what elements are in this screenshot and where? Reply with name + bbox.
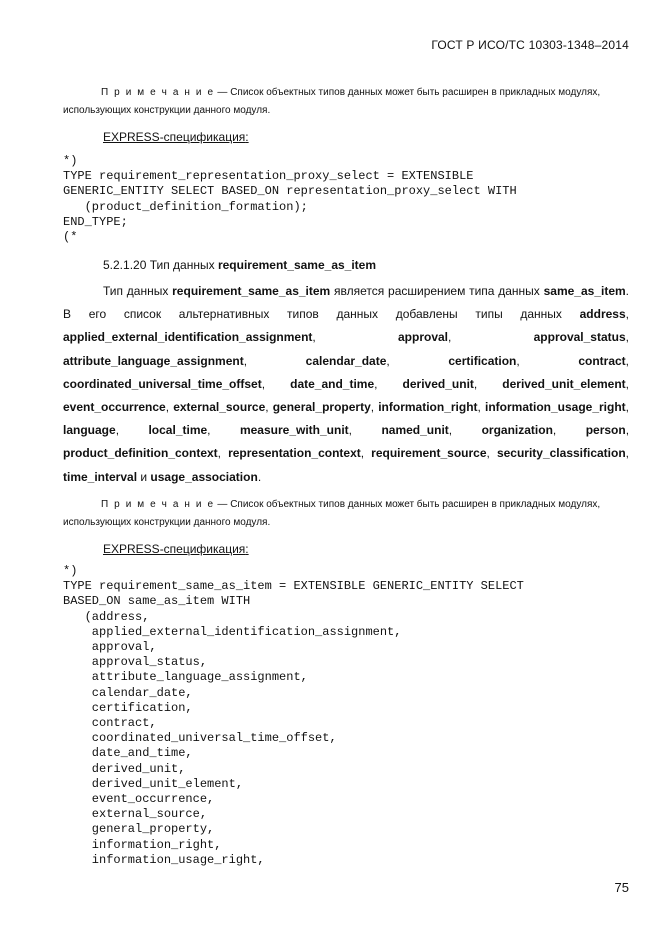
para-item: information_right: [378, 400, 478, 415]
page-number: 75: [614, 880, 629, 895]
para-item: derived_unit_element: [502, 376, 626, 391]
para-item: approval: [398, 330, 449, 345]
section-title-prefix: Тип данных: [146, 258, 218, 272]
note-1-label: П р и м е ч а н и е: [101, 87, 215, 98]
para-item: external_source: [173, 400, 266, 415]
description-paragraph: [63, 280, 629, 489]
para-conj: и: [137, 469, 151, 484]
para-item: approval_status: [533, 330, 626, 345]
express-spec-1-colon: :: [245, 130, 249, 144]
para-item: coordinated_universal_time_offset: [63, 376, 262, 391]
note-1-dash: —: [214, 87, 231, 98]
para-text-3: . В его список альтернативных типов данных добавлены типы данных: [63, 284, 630, 322]
para-item: contract: [578, 353, 626, 368]
section-title-name: requirement_same_as_item: [217, 258, 377, 272]
code-block-1: *) TYPE requirement_representation_proxy_select = EXTENSIBLE GENERIC_ENTITY SELECT BASED_ON representation_proxy_select WITH (product_definition_formation); END_TYPE; (*: [63, 154, 517, 245]
para-item: time_interval: [63, 469, 138, 484]
para-item-list: address, applied_external_identification_assignment, approval, approval_status, attribute_language_assignment, calendar_date, certification, contract, coordinated_universal_time_offset, date_and_time, derived_unit, derived_unit_element, event_occurrence, external_source, general_property, information_right, information_usage_right, language, local_time, measure_with_unit, named_unit, organization, person, product_definition_context, representation_context, requirement_source, security_classification, time_interval: [63, 307, 630, 484]
para-text-2: является расширением типа данных: [330, 284, 544, 298]
section-number: 5.2.1.20: [103, 258, 147, 272]
note-1-text: Список объектных типов данных может быть расширен в прикладных модулях, использующих конструкции данного модуля.: [63, 87, 601, 116]
para-base-type: same_as_item: [543, 284, 626, 298]
para-item: security_classification: [496, 446, 626, 461]
express-spec-label-2: [103, 542, 249, 556]
para-item: date_and_time: [290, 376, 375, 391]
document-header: ГОСТ Р ИСО/ТС 10303-1348–2014: [431, 38, 629, 52]
para-last-item: usage_association: [150, 469, 258, 484]
para-item: information_usage_right: [484, 400, 626, 415]
para-type-name: requirement_same_as_item: [172, 284, 331, 298]
note-2-text: Список объектных типов данных может быть расширен в прикладных модулях, использующих конструкции данного модуля.: [63, 499, 601, 528]
para-end: .: [257, 469, 262, 484]
note-2: [63, 496, 629, 532]
para-item: organization: [481, 423, 553, 438]
para-item: language: [63, 423, 116, 438]
express-spec-2-text: EXPRESS-спецификация: [103, 542, 246, 556]
express-spec-label-1: [103, 130, 249, 144]
para-item: product_definition_context: [63, 446, 218, 461]
para-item: attribute_language_assignment: [63, 353, 244, 368]
para-item: derived_unit: [402, 376, 474, 391]
note-2-dash: —: [214, 499, 231, 510]
para-item: requirement_source: [371, 446, 487, 461]
para-item: representation_context: [228, 446, 361, 461]
para-item: local_time: [148, 423, 208, 438]
para-item: named_unit: [381, 423, 449, 438]
section-heading: [103, 258, 376, 272]
para-item: applied_external_identification_assignment: [63, 330, 313, 345]
para-item: certification: [448, 353, 517, 368]
para-item: general_property: [272, 400, 371, 415]
note-1: [63, 84, 629, 120]
para-item: measure_with_unit: [239, 423, 349, 438]
express-spec-1-text: EXPRESS-спецификация: [103, 130, 246, 144]
express-spec-2-colon: :: [245, 542, 249, 556]
note-2-label: П р и м е ч а н и е: [101, 499, 215, 510]
para-item: event_occurrence: [63, 400, 166, 415]
para-item: address: [579, 307, 626, 322]
para-item: calendar_date: [305, 353, 387, 368]
para-text-1: Тип данных: [103, 284, 173, 298]
code-block-2: *) TYPE requirement_same_as_item = EXTENSIBLE GENERIC_ENTITY SELECT BASED_ON same_as_item WITH (address, applied_external_identification_assignment, approval, approval_status, attribute_language_assignment, calendar_date, certification, contract, coordinated_universal_time_offset, date_and_time, derived_unit, derived_unit_element, event_occurrence, external_source, general_property, information_right, information_usage_right,: [63, 564, 524, 867]
para-item: person: [585, 423, 626, 438]
